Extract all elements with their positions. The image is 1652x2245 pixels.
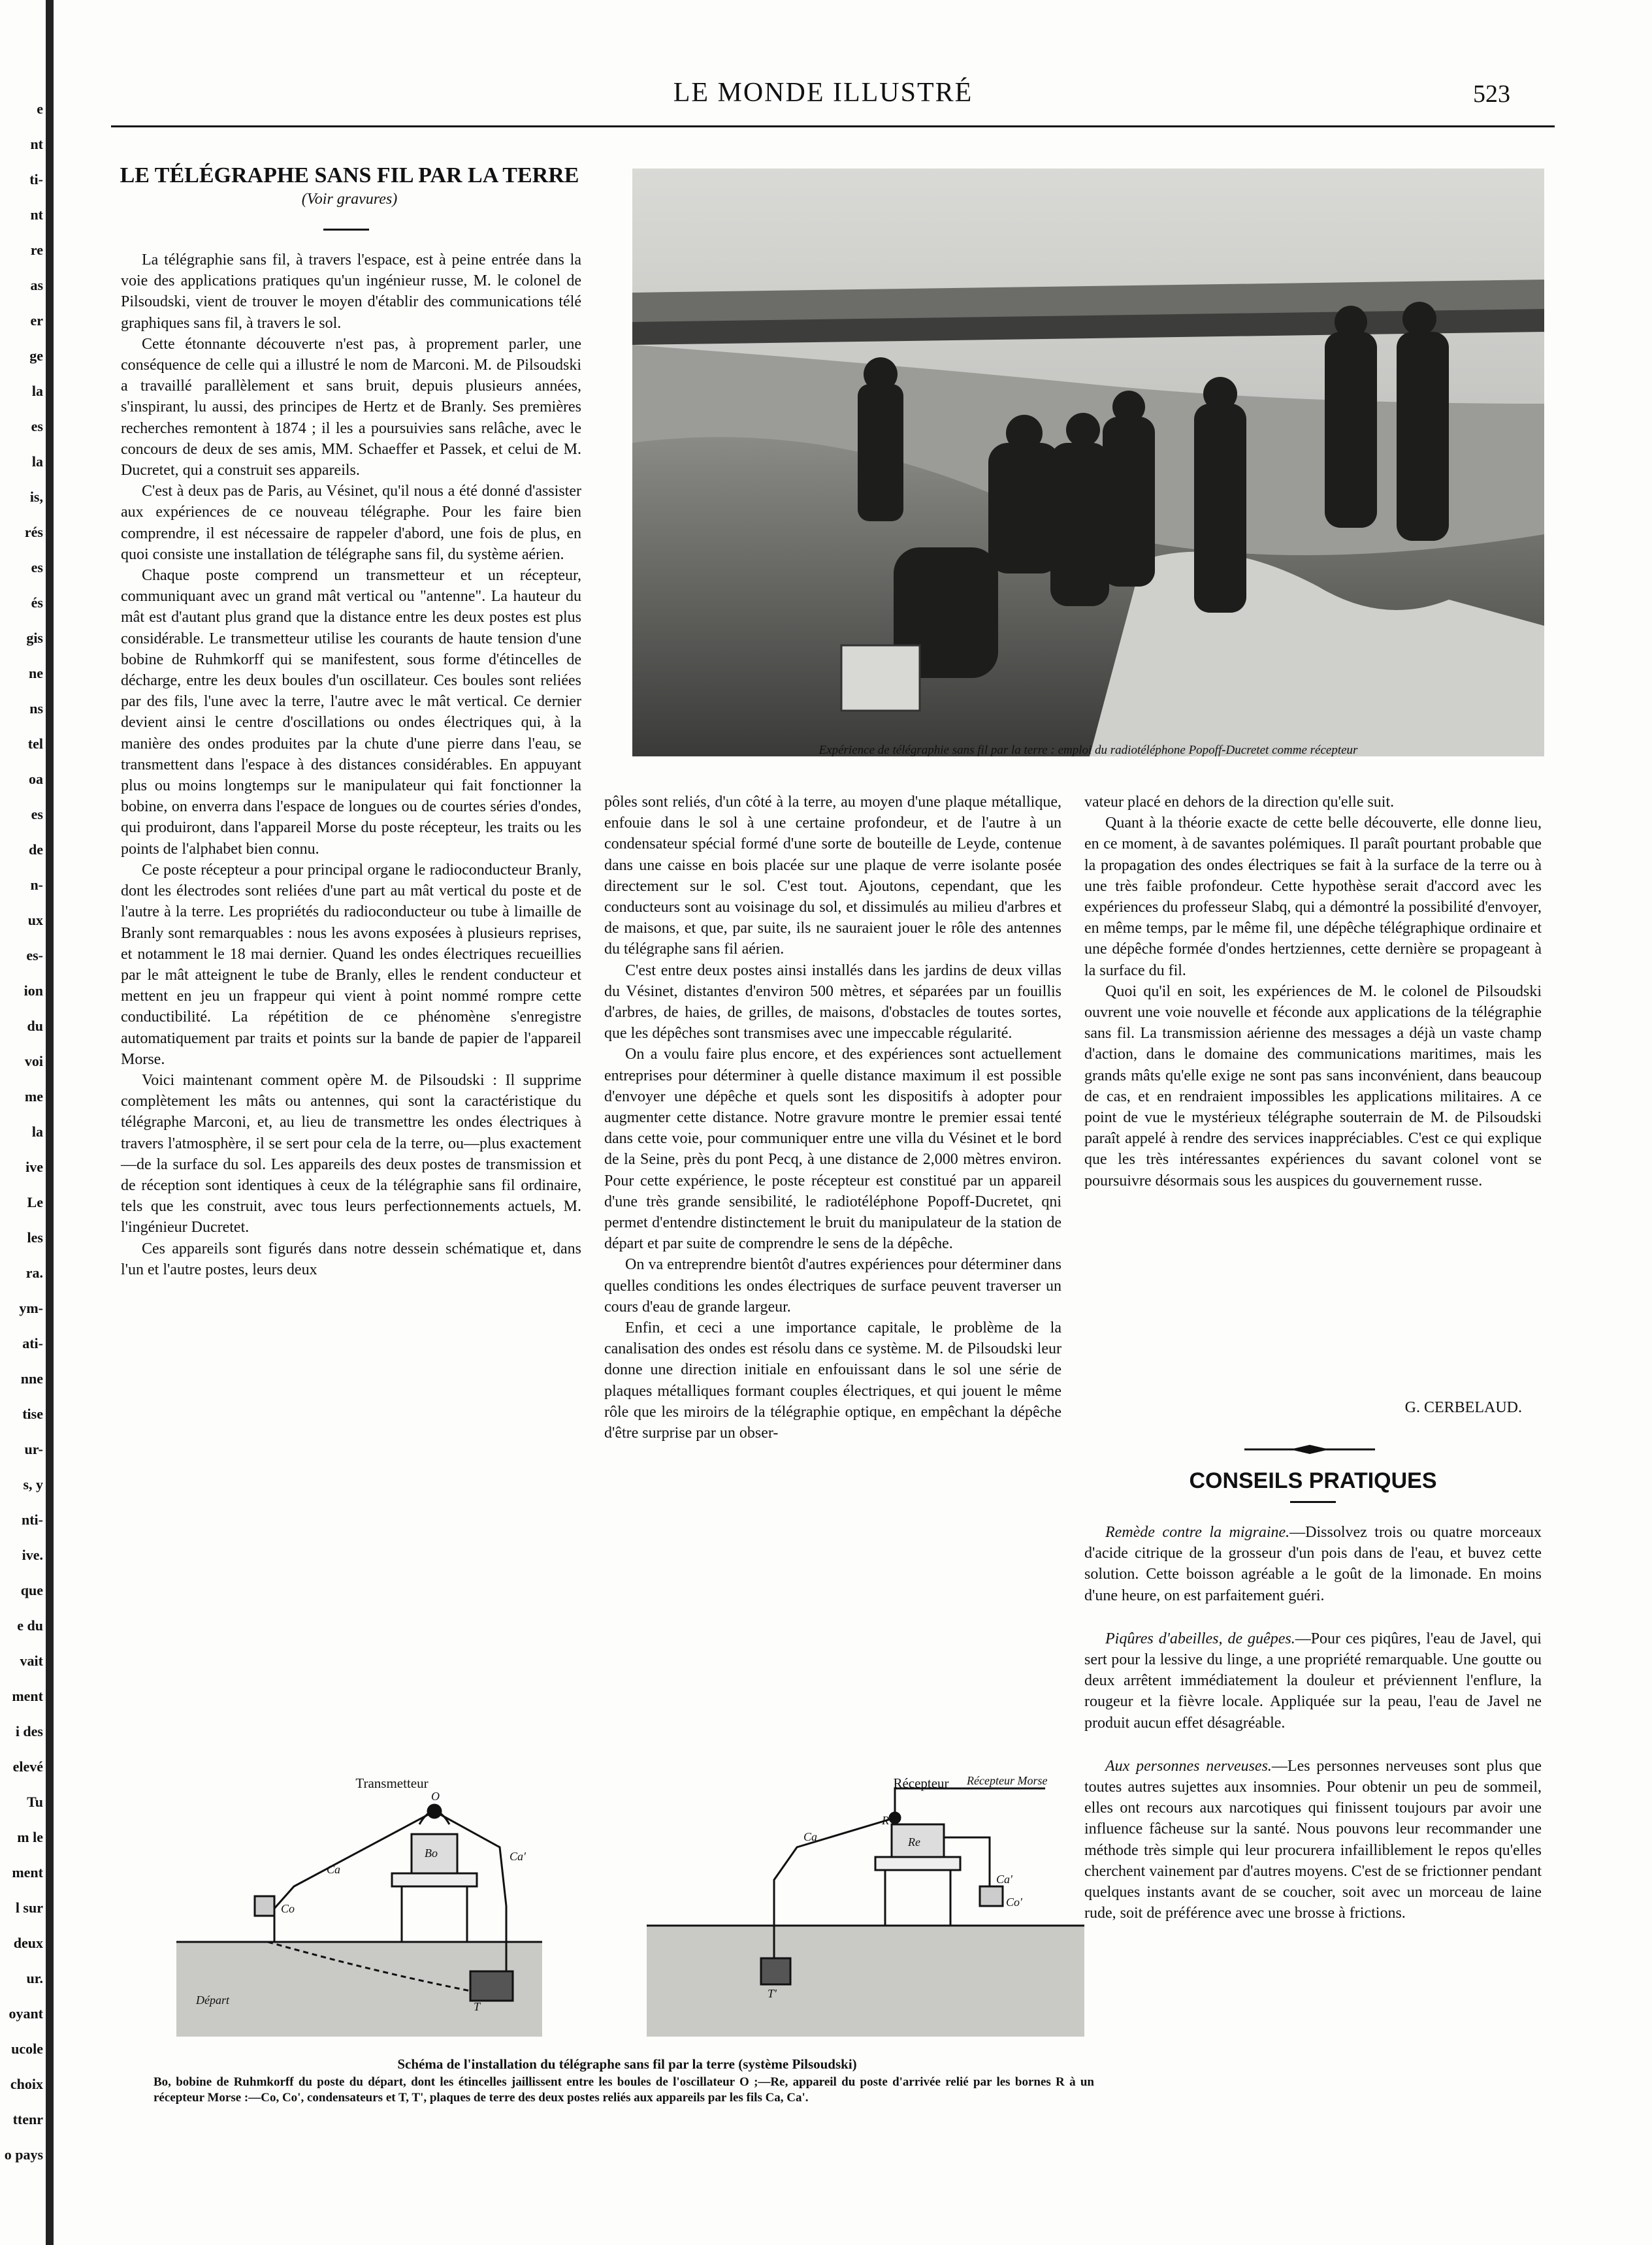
article-column-2 xyxy=(604,792,1061,1444)
margin-fragment: o pays xyxy=(4,2146,43,2163)
margin-fragment: ati- xyxy=(22,1335,43,1351)
ground-right xyxy=(647,1926,1084,2037)
label-morse: Récepteur Morse xyxy=(967,1775,1048,1787)
advice-heading: Piqûres d'abeilles, de guêpes. xyxy=(1105,1630,1295,1647)
margin-fragment: ur. xyxy=(26,1970,43,1986)
label-bo: Bo xyxy=(425,1847,438,1860)
paragraph: C'est entre deux postes ainsi installés dans les jardins de deux villas du Vésinet, distantes d'environ 500 mètres, et séparées par un fouillis d'arbres, de haies, de grilles, de maisons, d'obstacles de toutes sortes, que les dépêches sont transmises avec une impeccable régularité. xyxy=(604,961,1061,1042)
paragraph: Voici maintenant comment opère M. de Pilsoudski : Il supprime complètement les mâts ou antennes, qui sont la caractéristique du télégraphe Marconi, et, au lieu de transmettre les ondes électriques à travers l'atmosphère, il se sert pour cela de la terre, ou—plus exactement—de la surface du sol. Les appareils des deux postes de transmission et de réception sont identiques à ceux de la télégraphie sans fil ordinaire, tels que les construit, avec tous leurs perfectionnements actuels, M. l'ingénieur Ducretet. xyxy=(121,1071,581,1236)
conseils-column xyxy=(1084,1522,1542,1924)
author-signature: G. CERBELAUD. xyxy=(1404,1399,1522,1416)
margin-fragment: Le xyxy=(27,1194,43,1210)
margin-fragment: ment xyxy=(12,1864,43,1881)
margin-fragment: voi xyxy=(24,1053,43,1069)
margin-fragment: ti- xyxy=(29,171,43,187)
margin-fragment: la xyxy=(31,383,43,399)
title-rule xyxy=(323,229,369,231)
margin-fragment: oyant xyxy=(8,2005,43,2022)
advice-item xyxy=(1084,1522,1542,1606)
margin-fragment: me xyxy=(24,1088,43,1105)
margin-fragment: Tu xyxy=(27,1794,43,1810)
margin-fragment: e xyxy=(37,101,43,117)
margin-fragment: nt xyxy=(30,136,43,152)
margin-fragment: tise xyxy=(22,1406,43,1422)
label-depart: Départ xyxy=(196,1994,229,2007)
advice-item xyxy=(1084,1756,1542,1924)
margin-fragment: és xyxy=(31,594,43,611)
margin-fragment: ur- xyxy=(24,1441,43,1457)
label-o: O xyxy=(431,1790,440,1803)
margin-fragment: vait xyxy=(20,1653,43,1669)
paragraph: On a voulu faire plus encore, et des expériences sont actuellement entreprises pour déterminer à quelle distance maximum il est possible d'envoyer une dépêche et quels sont les dispositifs à adopter pour augmenter cette distance. Notre gravure montre le premier essai tenté dans cette voie, pour communiquer entre une villa du Vésinet et le bord de la Seine, près du pont Pecq, à une distance de 2,000 mètres environ. Pour cette expérience, le poste récepteur est constitué par un appareil d'une très grande sensibilité, le radiotéléphone Popoff-Ducretet, qni permet d'entendre distinctement le bruit du manipulateur de la station de départ et par suite de comprendre le sens de la dépêche. xyxy=(604,1046,1061,1253)
margin-fragment: de xyxy=(29,841,43,858)
label-ca-prime-right: Ca' xyxy=(996,1873,1012,1886)
margin-fragment: l sur xyxy=(15,1899,43,1916)
margin-fragment: elevé xyxy=(12,1758,43,1775)
paragraph: pôles sont reliés, d'un côté à la terre, au moyen d'une plaque métallique, enfouie dans le sol à une certaine profondeur, et de l'autre à un condensateur spécial formé d'une sorte de bouteille de Leyde, contenue dans une caisse en bois placée sur une plaque de verre isolante posée directement sur le sol. C'est tout. Ajoutons, cependant, que les conducteurs sont au voisinage du sol, et dissimulés au milieu d'arbres et de maisons, et que, par suite, ils ne sauraient jouer le rôle des antennes du télégraphe sans fil aérien. xyxy=(604,794,1061,958)
advice-text: —Les personnes nerveuses sont plus que toutes autres sujettes aux insomnies. Pour obtenir un peu de sommeil, elles ont recours aux narcotiques qui finissent toujours par avoir une influence fâcheuse sur la santé. Nous pouvons leur recommander une méthode très simple qui leur procurera infailliblement le repos qu'elles cherchent vainement par d'autres moyens. C'est de se frictionner pendant quelques instants avant de se coucher, soit avec un morceau de laine rude, soit de préférence avec une brosse à frictions. xyxy=(1084,1757,1542,1922)
diagram-legend: Bo, bobine de Ruhmkorff du poste du départ, dont les étincelles jaillissent entre les boules de l'oscillateur O ;—Re, appareil du poste d'arrivée relié par les bornes R à un récepteur Morse :—Co, Co', condensateurs et T, T', plaques de terre des deux postes reliés aux appareils par les fils Ca, Ca'. xyxy=(154,2075,1094,2105)
margin-fragment: gis xyxy=(26,630,43,646)
paragraph: Quoi qu'il en soit, les expériences de M. le colonel de Pilsoudski ouvrent une voie nouvelle et féconde aux applications de la télégraphie sans fil. La transmission aérienne des messages a déjà un vaste champ d'action, dans le domaine des communications maritimes, mais les grands mâts qu'elle exige ne sont pas sans inconvénient, dans beaucoup de cas, et en rendraient impossibles les applications militaires. A ce point de vue le mystérieux télégraphe souterrain de M. de Pilsoudski paraît appelé à rendre des services inappréciables. C'est ce qui explique que les très intéressantes expériences du savant colonel vont se poursuivre désormais sous les auspices du gouvernement russe. xyxy=(1084,982,1542,1189)
transmitter-label: Transmetteur xyxy=(355,1775,429,1791)
paragraph: C'est à deux pas de Paris, au Vésinet, qu'il nous a été donné d'assister aux expériences de ce nouveau télégraphe. Pour les faire bien comprendre, il est nécessaire de rappeler d'abord, une fois de plus, en quoi consiste une installation de télégraphe sans fil, du système aérien. xyxy=(121,483,581,563)
conseils-rule xyxy=(1290,1501,1336,1503)
margin-fragment: les xyxy=(27,1229,43,1246)
page-number: 523 xyxy=(1473,80,1510,108)
margin-fragment: es xyxy=(31,559,43,575)
advice-item xyxy=(1084,1628,1542,1734)
margin-fragment: ra. xyxy=(25,1265,43,1281)
receiver-label: Récepteur xyxy=(893,1775,949,1791)
advice-text: —Dissolvez trois ou quatre morceaux d'acide citrique de la grosseur d'un pois dans de l'eau, et buvez cette solution. Cette boisson agréable a le goût de la limonade. En moins d'une heure, on est parfaitement guéri. xyxy=(1084,1524,1542,1604)
margin-fragment: i des xyxy=(15,1723,43,1739)
conseils-title: CONSEILS PRATIQUES xyxy=(1189,1468,1437,1493)
left-margin-gutter xyxy=(0,0,65,2245)
paragraph: Enfin, et ceci a une importance capitale, le problème de la canalisation des ondes est résolu dans ce système. M. de Pilsoudski leur donne une direction initiale en enfouissant dans le sol une série de plaques métalliques formant couples électriques, et qui jouent le même rôle que les miroirs de la télégraphie optique, en empêchant la dépêche d'être surprise par un obser- xyxy=(604,1319,1061,1442)
margin-fragment: ns xyxy=(29,700,43,717)
photo-caption: Expérience de télégraphie sans fil par la terre : emploi du radiotéléphone Popoff-Ducretet comme récepteur xyxy=(818,743,1358,757)
margin-fragment: as xyxy=(30,277,43,293)
article-column-1 xyxy=(121,250,581,1280)
margin-fragment: es xyxy=(31,806,43,822)
margin-fragment: deux xyxy=(13,1935,43,1951)
margin-fragment: nt xyxy=(30,206,43,223)
margin-fragment: ym- xyxy=(19,1300,43,1316)
margin-fragment: es- xyxy=(26,947,43,963)
margin-fragment: n- xyxy=(30,877,43,893)
margin-fragment: la xyxy=(31,1123,43,1140)
margin-fragment: tel xyxy=(27,735,43,752)
photo-illustration xyxy=(632,169,1544,756)
paragraph: Ces appareils sont figurés dans notre dessein schématique et, dans l'un et l'autre postes, leurs deux xyxy=(121,1240,581,1278)
margin-fragment: ux xyxy=(27,912,43,928)
margin-fragment: ion xyxy=(24,982,43,999)
label-ca-right: Ca xyxy=(803,1830,818,1843)
margin-fragment: que xyxy=(20,1582,43,1598)
margin-fragment: ne xyxy=(29,665,43,681)
diagram-caption: Schéma de l'installation du télégraphe sans fil par la terre (système Pilsoudski) xyxy=(397,2056,857,2072)
label-co-left: Co xyxy=(281,1902,295,1915)
label-t-left: T xyxy=(474,2000,481,2013)
margin-fragment: m le xyxy=(17,1829,43,1845)
advice-heading: Aux personnes nerveuses. xyxy=(1105,1757,1272,1775)
margin-fragment: ge xyxy=(29,347,43,364)
paragraph: Quant à la théorie exacte de cette belle découverte, elle donne lieu, en ce moment, à de savantes polémiques. Il paraît pourtant probable que la propagation des ondes électriques se fait à la surface de la terre ou à une très faible profondeur. Cette hypothèse serait d'accord avec les expériences du professeur Slabq, qui a démontré la possibilité d'envoyer, en même temps, par le même fil, une dépêche télégraphique ordinaire et une dépêche formée d'ondes hertziennes, cette dernière se propageant à la surface du fil. xyxy=(1084,815,1542,979)
margin-fragment: ttenr xyxy=(12,2111,43,2127)
paragraph: La télégraphie sans fil, à travers l'espace, est à peine entrée dans la voie des applications pratiques qu'un ingénieur russe, M. le colonel de Pilsoudski, vient de trouver le moyen d'établir des communications télé graphiques sans fil, à travers le sol. xyxy=(121,251,581,332)
masthead: LE MONDE ILLUSTRÉ xyxy=(673,78,973,108)
margin-fragment: is, xyxy=(29,489,43,505)
margin-fragment: nti- xyxy=(22,1511,43,1528)
margin-fragment: ucole xyxy=(11,2041,43,2057)
paragraph: On va entreprendre bientôt d'autres expériences pour déterminer dans quelles conditions les ondes électriques de surface peuvent traverser un cours d'eau de grande largeur. xyxy=(604,1256,1061,1316)
article-column-3 xyxy=(1084,792,1542,1191)
paragraph: Chaque poste comprend un transmetteur et un récepteur, communiquant avec un grand mât vertical ou "antenne". La hauteur du mât est d'autant plus grand que la distance entre les deux postes est plus considérable. Le transmetteur utilise les courants de haute tension d'une bobine de Ruhmkorff qui se manifestent, sous forme d'étincelles de décharge, entre les deux boules d'un oscillateur. Ces boules sont reliées par des fils, l'une avec la terre, l'autre avec le mât vertical. Ce dernier devient ainsi le centre d'oscillations ou ondes électriques qui, à la manière des ondes produites par la chute d'une pierre dans l'eau, se transmettent dans l'espace à des distances considérables. En appuyant plus ou moins longtemps sur le manipulateur qui fait fonctionner la bobine, on enverra dans l'espace de longues ou de courtes séries d'ondes, qui produiront, dans l'appareil Morse du poste récepteur, les traits ou les points de l'alphabet bien connu. xyxy=(121,567,581,858)
margin-fragment: ment xyxy=(12,1688,43,1704)
schematic-diagram xyxy=(176,1775,1084,2037)
label-co-right: Co' xyxy=(1006,1896,1022,1909)
header-rule xyxy=(111,125,1555,127)
article-title: LE TÉLÉGRAPHE SANS FIL PAR LA TERRE xyxy=(120,163,579,187)
experiment-photo xyxy=(632,169,1544,756)
label-r: R xyxy=(882,1814,889,1827)
margin-fragment: rés xyxy=(24,524,43,540)
margin-fragment: es xyxy=(31,418,43,434)
label-t-right: T' xyxy=(768,1987,777,2000)
schematic-drawing xyxy=(176,1775,1084,2037)
margin-fragment: re xyxy=(30,242,43,258)
advice-heading: Remède contre la migraine. xyxy=(1105,1524,1290,1541)
label-ca-prime-left: Ca' xyxy=(510,1850,526,1863)
margin-fragment: nne xyxy=(20,1370,43,1387)
paragraph: Ce poste récepteur a pour principal organe le radioconducteur Branly, dont les électrodes sont reliées d'une part au mât vertical du poste et de l'autre à la terre. Les propriétés du radioconducteur ou tube à limaille de Branly sont remarquables : nous les avons exposées à plusieurs reprises, et notamment le 18 mai dernier. Quand les ondes électriques recueillies par le mât atteignent le tube de Branly, elles le rendent conducteur et mettent en jeu un frappeur qui vient à point nommé rompre cette conductibilité. La répétition de ce phénomène s'enregistre automatiquement par traits et points sur la bande de papier de l'appareil Morse. xyxy=(121,861,581,1068)
label-re: Re xyxy=(908,1835,920,1849)
margin-fragment: er xyxy=(30,312,43,329)
margin-fragment: ive. xyxy=(22,1547,43,1563)
section-ornament xyxy=(1244,1445,1375,1454)
margin-fragment: ive xyxy=(25,1159,43,1175)
article-subtitle: (Voir gravures) xyxy=(301,191,398,208)
margin-fragment: choix xyxy=(10,2076,43,2092)
margin-fragment: s, y xyxy=(23,1476,43,1493)
paragraph: vateur placé en dehors de la direction qu'elle suit. xyxy=(1084,794,1395,811)
margin-fragment: oa xyxy=(29,771,43,787)
binding-edge xyxy=(46,0,54,2245)
label-ca-left: Ca xyxy=(327,1863,341,1876)
advice-text: —Pour ces piqûres, l'eau de Javel, qui sert pour la lessive du linge, a une propriété remarquable. Une goutte ou deux arrêtent immédiatement la douleur et préviennent l'enflure, la rougeur et la fièvre locale. Appliquée sur la peau, l'eau de Javel ne produit aucun effet désagréable. xyxy=(1084,1630,1542,1732)
margin-fragment: la xyxy=(31,453,43,470)
margin-fragment: du xyxy=(27,1018,43,1034)
paragraph: Cette étonnante découverte n'est pas, à proprement parler, une conséquence de celle qui a illustré le nom de Marconi. M. de Pilsoudski a travaillé parallèlement et sans bruit, depuis plusieurs années, s'inspirant, lu aussi, des principes de Hertz et de Branly. Ses premières recherches remontent à 1874 ; il les a poursuivies sans relâche, avec le concours de deux de ses amis, MM. Schaeffer et Passek, et celui de M. Ducretet, qui a construit ses appareils. xyxy=(121,335,581,479)
margin-fragment: e du xyxy=(17,1617,43,1634)
